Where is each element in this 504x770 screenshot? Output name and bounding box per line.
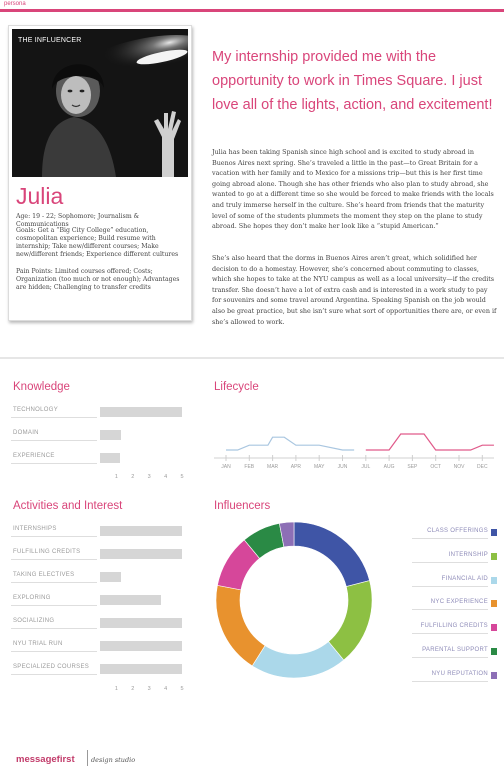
legend-rule <box>412 657 488 658</box>
logo-separator <box>87 750 88 766</box>
legend-rule <box>412 609 488 610</box>
rating-tick-label: 5 <box>180 686 184 692</box>
rating-bar <box>100 618 182 628</box>
donut-slice <box>252 642 344 678</box>
legend-swatch <box>491 529 497 536</box>
legend-label: FULFILLING CREDITS <box>420 623 488 630</box>
rating-row-rule <box>11 582 97 583</box>
persona-name: Julia <box>16 183 64 209</box>
legend-label: FINANCIAL AID <box>441 575 488 582</box>
persona-label: persona <box>4 1 26 7</box>
persona-age-line: Age: 19 - 22; Sophomore; Journalism & Communications <box>16 213 140 228</box>
legend-label: NYU REPUTATION <box>431 670 488 677</box>
donut-slice <box>294 522 370 587</box>
legend-rule <box>412 633 488 634</box>
lifecycle-month-label: JAN <box>221 464 231 470</box>
rating-row-rule <box>11 651 97 652</box>
lifecycle-month-label: SEP <box>407 464 418 470</box>
rating-tick-label: 3 <box>147 686 151 692</box>
legend-label: CLASS OFFERINGS <box>427 528 488 534</box>
legend-label: NYC EXPERIENCE <box>430 599 488 606</box>
rating-row-label: NYU TRIAL RUN <box>13 641 63 647</box>
knowledge-heading: Knowledge <box>13 381 70 393</box>
rating-row-label: TAKING ELECTIVES <box>13 572 75 578</box>
rating-row-rule <box>11 628 97 629</box>
rating-bar <box>100 526 182 536</box>
rating-tick-label: 2 <box>131 686 135 692</box>
rating-row-rule <box>11 536 97 537</box>
lifecycle-month-label: NOV <box>453 464 465 470</box>
rating-row-rule <box>11 674 97 675</box>
rating-row-label: EXPLORING <box>13 595 51 601</box>
legend-label: INTERNSHIP <box>448 551 488 558</box>
rating-tick-label: 4 <box>164 686 168 692</box>
rating-row-rule <box>11 605 97 606</box>
legend-rule <box>412 562 488 563</box>
donut-slice <box>328 581 372 660</box>
company-tagline: design studio <box>91 756 136 764</box>
rating-bar <box>100 595 161 605</box>
rating-bar <box>100 549 182 559</box>
legend-rule <box>412 681 488 682</box>
rating-row-label: EXPERIENCE <box>13 453 55 459</box>
donut-slice <box>216 585 265 665</box>
lifecycle-month-label: AUG <box>383 464 395 470</box>
legend-swatch <box>491 553 497 560</box>
bio-paragraph-1: Julia has been taking Spanish since high school and is excited to study abroad in Buenos Aires next spring. She’s traveled a little in the past—to Great Britain for a vacation with her family and to Mexico for a missions trip—but this is her first time going abroad alone. Though she has other friends who also plan to study abroad, she wanted to go at a different time so she would be forced to make friends with the locals and truly immerse herself in the culture. She’s heard from friends that the maturity level of some of the students plummets the moment they step on the plane to study abroad. She hopes they don’t make her look like a “stupid American.” <box>212 148 494 231</box>
rating-row-label: SOCIALIZING <box>13 618 55 624</box>
rating-row-label: INTERNSHIPS <box>13 526 57 532</box>
rating-row-label: DOMAIN <box>13 430 39 436</box>
legend-swatch <box>491 624 497 631</box>
bio-paragraph-2: She’s also heard that the dorms in Buenos Aires aren’t great, which solidified her decision to do a homestay. However, she’s concerned about commuting to classes, which she hopes to take at the NYU campus as well as a local university—if the credits transfer. She doesn’t have a lot of extra cash and is interested in a work study to pay for souvenirs and some travel around Argentina. Speaking Spanish on the job would also be great practice, but she isn’t sure what sort of opportunities there are, or even if she’s allowed to work. <box>212 254 497 326</box>
legend-rule <box>412 538 488 539</box>
rating-row-label: FULFILLING CREDITS <box>13 549 81 555</box>
activities-heading: Activities and Interest <box>13 500 123 512</box>
rating-row-rule <box>11 559 97 560</box>
legend-rule <box>412 586 488 587</box>
lifecycle-month-label: APR <box>290 464 302 470</box>
rating-tick-label: 1 <box>114 474 118 480</box>
rating-tick-label: 5 <box>180 474 184 480</box>
lifecycle-month-label: DEC <box>477 464 488 470</box>
persona-quote: My internship provided me with the opportunity to work in Times Square. I just love all of the lights, action, and excitement! <box>212 49 493 113</box>
lifecycle-heading: Lifecycle <box>214 381 259 393</box>
lifecycle-month-label: OCT <box>430 464 441 470</box>
rating-bar <box>100 572 121 582</box>
lifecycle-series-line <box>226 437 354 450</box>
persona-pain-points: Pain Points: Limited courses offered; Costs; Organization (too much or not enough); Advantages are hidden; Challenging to transfer credits <box>16 268 180 291</box>
rating-row-label: TECHNOLOGY <box>13 407 59 413</box>
company-logo: messagefirst <box>16 754 75 765</box>
lifecycle-month-label: MAY <box>313 464 325 470</box>
rating-tick-label: 3 <box>147 474 151 480</box>
lifecycle-month-label: JUL <box>361 464 371 470</box>
influencers-heading: Influencers <box>214 500 271 512</box>
persona-type-tag: THE INFLUENCER <box>18 37 82 44</box>
lifecycle-series-line <box>366 434 494 450</box>
rating-bar <box>100 664 182 674</box>
legend-swatch <box>491 672 497 679</box>
legend-swatch <box>491 600 497 607</box>
lifecycle-month-label: FEB <box>244 464 255 470</box>
influencers-donut-chart <box>212 518 376 682</box>
rating-tick-label: 2 <box>131 474 135 480</box>
rating-tick-label: 4 <box>164 474 168 480</box>
persona-goals: Goals: Get a “Big City College” education, cosmopolitan experience; Build resume with internship; Take new/different courses; Make new/different friends; Experience different cultures <box>16 227 179 258</box>
rating-row-label: SPECIALIZED COURSES <box>13 664 90 670</box>
rating-bar <box>100 641 182 651</box>
lifecycle-month-label: MAR <box>267 464 279 470</box>
lifecycle-month-label: JUN <box>337 464 348 470</box>
legend-swatch <box>491 648 497 655</box>
rating-tick-label: 1 <box>114 686 118 692</box>
legend-swatch <box>491 577 497 584</box>
legend-label: PARENTAL SUPPORT <box>422 647 488 653</box>
